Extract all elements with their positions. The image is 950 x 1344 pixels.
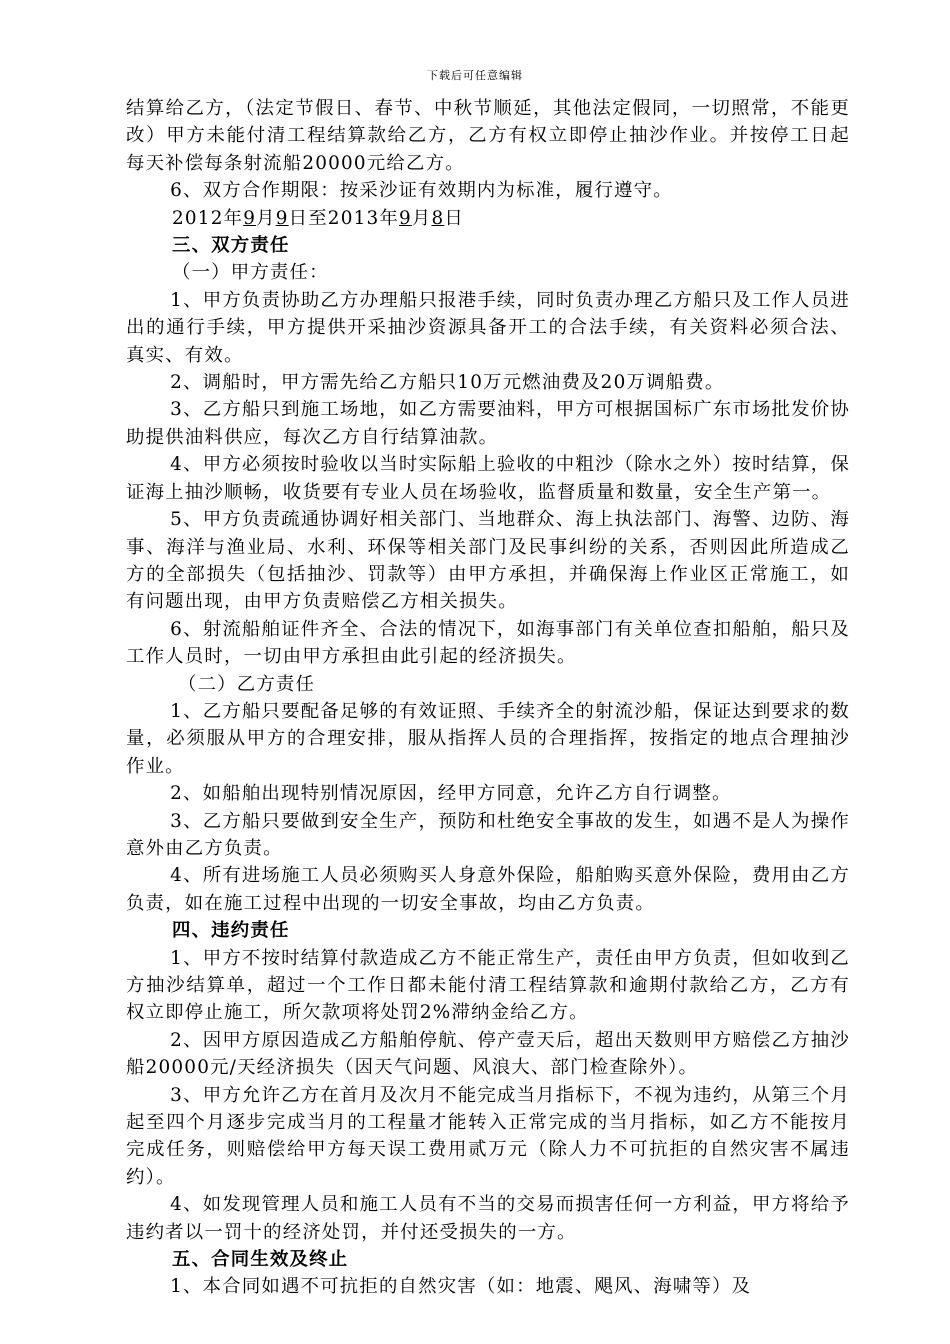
period-end-day: 8 bbox=[431, 207, 445, 229]
clause-a3: 3、乙方船只到施工场地，如乙方需要油料，甲方可根据国标广东市场批发价协助提供油料供应，每次乙方自行结算油款。 bbox=[126, 399, 850, 448]
clause-b3: 3、乙方船只要做到安全生产，预防和杜绝安全事故的发生，如遇不是人为操作意外由乙方负责。 bbox=[126, 810, 850, 859]
section-heading-breach: 四、违约责任 bbox=[172, 920, 290, 942]
period-start-month: 9 bbox=[243, 207, 257, 229]
period-start-day: 9 bbox=[275, 207, 289, 229]
subheading-party-b: （二）乙方责任 bbox=[178, 673, 316, 695]
section-heading-responsibilities: 三、双方责任 bbox=[172, 235, 290, 257]
period-end-month: 9 bbox=[398, 207, 412, 229]
subheading-party-a: （一）甲方责任： bbox=[172, 262, 329, 284]
paragraph-cooperation-period: 6、双方合作期限：按采沙证有效期内为标准，履行遵守。 bbox=[170, 180, 673, 202]
clause-e1: 1、本合同如遇不可抗拒的自然灾害（如：地震、飓风、海啸等）及 bbox=[170, 1276, 752, 1298]
clause-c2: 2、因甲方原因造成乙方船舶停航、停产壹天后，超出天数则甲方赔偿乙方抽沙船20000元/天经济损失（因天气问题、风浪大、部门检查除外）。 bbox=[126, 1029, 850, 1079]
period-text-2: 日至2013年 bbox=[288, 207, 399, 229]
clause-a2: 2、调船时，甲方需先给乙方船只10万元燃油费及20万调船费。 bbox=[170, 372, 725, 394]
section-heading-effect-termination: 五、合同生效及终止 bbox=[172, 1249, 349, 1271]
clause-b2: 2、如船舶出现特别情况原因，经甲方同意，允许乙方自行调整。 bbox=[170, 783, 732, 805]
period-text-3: 月 bbox=[411, 207, 432, 229]
header-note: 下载后可任意编辑 bbox=[427, 69, 523, 82]
clause-c1: 1、甲方不按时结算付款造成乙方不能正常生产，责任由甲方负责，但如收到乙方抽沙结算单，超过一个工作日都未能付清工程结算款和逾期付款给乙方，乙方有权立即停止施工，所欠款项将处罚2%滞纳金给乙方。 bbox=[126, 947, 850, 1024]
document-body bbox=[126, 95, 850, 1301]
clause-a6: 6、射流船舶证件齐全、合法的情况下，如海事部门有关单位查扣船舶，船只及工作人员时，一切由甲方承担由此引起的经济损失。 bbox=[126, 618, 850, 668]
period-dates bbox=[126, 205, 850, 232]
clause-a5: 5、甲方负责疏通协调好相关部门、当地群众、海上执法部门、海警、边防、海事、海洋与渔业局、水利、环保等相关部门及民事纠纷的关系，否则因此所造成乙方的全部损失（包括抽沙、罚款等）由甲方承担，并确保海上作业区正常施工，如有问题出现，由甲方负责赔偿乙方相关损失。 bbox=[126, 509, 850, 613]
clause-a1: 1、甲方负责协助乙方办理船只报港手续，同时负责办理乙方船只及工作人员进出的通行手续，甲方提供开采抽沙资源具备开工的合法手续，有关资料必须合法、真实、有效。 bbox=[126, 289, 850, 366]
clause-b4: 4、所有进场施工人员必须购买人身意外保险，船舶购买意外保险，费用由乙方负责，如在施工过程中出现的一切安全事故，均由乙方负责。 bbox=[126, 865, 850, 914]
clause-a4: 4、甲方必须按时验收以当时实际船上验收的中粗沙（除水之外）按时结算，保证海上抽沙顺畅，收货要有专业人员在场验收，监督质量和数量，安全生产第一。 bbox=[126, 454, 850, 503]
period-start-year: 2012年 bbox=[172, 207, 244, 229]
clause-c3: 3、甲方允许乙方在首月及次月不能完成当月指标下，不视为违约，从第三个月起至四个月逐步完成当月的工程量才能转入正常完成的当月指标，如乙方不能按月完成任务，则赔偿给甲方每天误工费用贰万元（除人力不可抗拒的自然灾害不属违约）。 bbox=[126, 1084, 850, 1188]
clause-b1: 1、乙方船只要配备足够的有效证照、手续齐全的射流沙船，保证达到要求的数量，必须服从甲方的合理安排，服从指挥人员的合理指挥，按指定的地点合理抽沙作业。 bbox=[126, 700, 850, 777]
period-text-4: 日 bbox=[444, 207, 464, 229]
clause-c4: 4、如发现管理人员和施工人员有不当的交易而损害任何一方利益，甲方将给予违约者以一罚十的经济处罚，并付还受损失的一方。 bbox=[126, 1194, 850, 1243]
period-text-1: 月 bbox=[256, 207, 276, 229]
paragraph-payment-continuation: 结算给乙方，（法定节假日、春节、中秋节顺延，其他法定假同，一切照常，不能更改）甲方未能付清工程结算款给乙方，乙方有权立即停止抽沙作业。并按停工日起每天补偿每条射流船20000元给乙方。 bbox=[126, 98, 850, 174]
